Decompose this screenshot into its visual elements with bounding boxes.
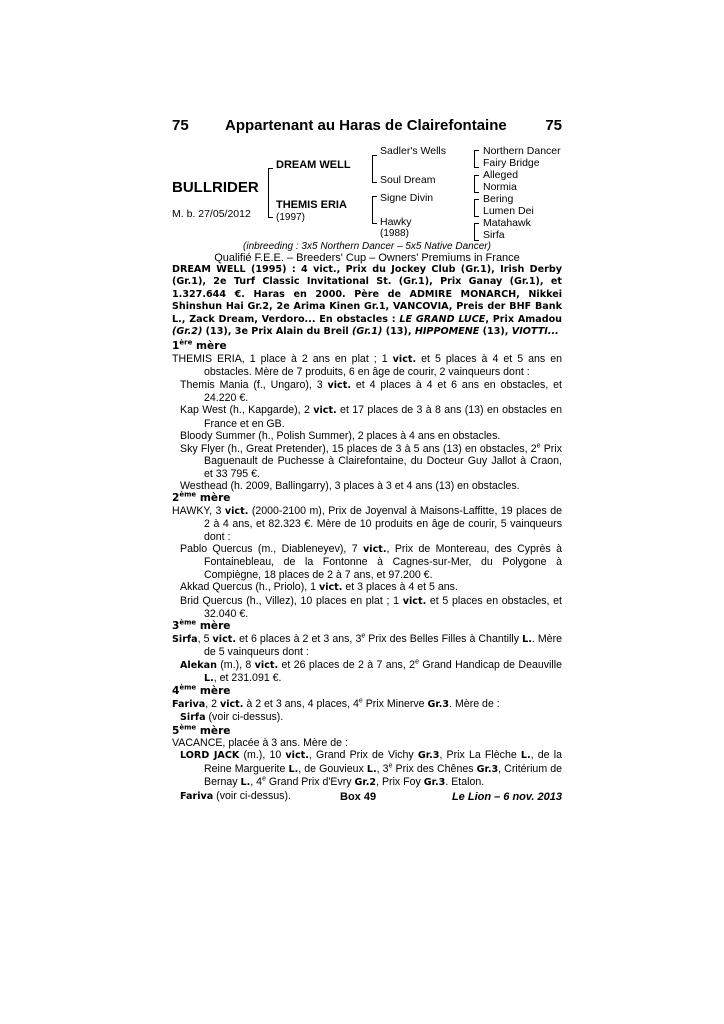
a: (voir ci-dessus). [205,711,284,724]
k: , Prix Foy [376,776,424,789]
produce-3 [172,595,562,621]
produce-1 [172,749,562,789]
v: vict. [212,633,237,645]
n: Fariva [172,698,206,710]
gg-3: Alleged [483,169,519,181]
L4: L. [240,777,251,789]
heading-first-dam [172,340,562,352]
produce-1 [172,379,562,405]
box-number: Box 49 [340,791,377,803]
first-dam-text [172,353,562,379]
h-label: mère [192,340,227,353]
c: Prix Minerve [362,697,428,710]
d: , de la Reine Marguerite [204,749,562,775]
L3: L. [366,763,377,775]
gg-5: Bering [483,193,514,205]
h-label: mère [196,685,231,698]
c: Grand Handicap de Deauville [418,658,562,671]
gg-4: Normia [483,181,517,193]
catalogue-body [172,264,562,803]
a: (voir ci-dessus). [213,789,291,802]
t: Pablo Quercus (m., Diableneyev), 7 [180,542,364,555]
vict: vict. [313,405,337,417]
vict: vict. [318,582,343,594]
b: , Grand Prix de Vichy [308,749,418,762]
gg-1: Northern Dancer [483,145,561,157]
G3: Gr.2 [354,777,377,789]
s: e [358,697,363,705]
sale-info: Le Lion – 6 nov. 2013 [451,791,562,803]
t: THEMIS ERIA, 1 place à 2 ans en plat ; 1 [172,352,393,365]
L2: L. [288,763,299,775]
i: , 4 [250,776,263,789]
dam-dam-year: (1988) [380,228,409,239]
t2: (2000-2100 m), Prix de Joyenval à Maisons-Laffitte, 19 places de 2 à 4 ans, et 82.323 €. Mère de 10 produits en âge de courir, 5 vainqueurs dont : [204,504,562,543]
v: vict. [254,659,279,671]
t: Akkad Quercus (h., Priolo), 1 [180,581,319,594]
h-num: 3 [172,620,180,633]
s1: e [388,762,393,770]
t: Themis Mania (f., Ungaro), 3 [180,378,328,391]
bracket-g2 [474,175,479,193]
c: , Prix La Flèche [439,749,521,762]
G: Gr.3 [427,698,450,710]
n: Sirfa [172,633,198,645]
j: Grand Prix d'Evry [265,776,355,789]
s: e [415,658,419,666]
produce-4 [172,443,562,480]
h-num: 4 [172,685,180,698]
gg-8: Sirfa [483,229,505,241]
sire-text-italic-5: VIOTTI... [511,326,559,338]
fifth-dam-text: VACANCE, placée à 3 ans. Mère de : [172,737,348,750]
page-number-left: 75 [172,117,189,134]
G4: Gr.3 [423,777,446,789]
sire-name: DREAM WELL [276,159,351,171]
sire-dam: Soul Dream [380,174,436,186]
h-label: mère [196,620,231,633]
gg-7: Matahawk [483,217,531,229]
sire-text: DREAM WELL (1995) : 4 vict., Prix du Jockey Club (Gr.1), Irish Derby (Gr.1), 2e Turf Classic Invitational St. (Gr.1), Prix Ganay (Gr.1), et 1.327.644 €. Haras en 2000. Père de ADMIRE MONARCH, Nikkei Shinshun Hai Gr.2, 2e Arima Kinen Gr.1, VANCOVIA, Preis der BHF Bank L., Zack Dream, Verdoro... En obstacles : [172,264,562,325]
d: , et 231.091 €. [213,672,282,684]
sire-sire: Sadler's Wells [380,145,446,157]
t2: et 3 places à 4 et 5 ans. [342,581,458,594]
h-label: mère [196,724,231,737]
G1: Gr.3 [417,750,440,762]
dam-name: THEMIS ERIA [276,199,347,211]
e: , de Gouvieux [298,762,367,775]
heading-fourth-dam [172,685,562,697]
produce-1 [172,711,562,724]
sire-text-2: , Prix Amadou [485,313,562,325]
third-dam-text [172,633,562,659]
h-num: 1 [172,340,180,353]
v: vict. [219,698,244,710]
dam-dam: Hawky [380,216,412,228]
inbreeding: (inbreeding : 3x5 Northern Dancer – 5x5 Native Dancer) [243,241,491,252]
h-sup: ème [179,490,197,499]
heading-fifth-dam [172,725,562,737]
L1: L. [520,750,531,762]
horse-name: BULLRIDER [172,179,259,196]
v: vict. [285,750,309,762]
h-label: mère [196,492,231,505]
sup: e [536,442,541,450]
c: Prix des Belles Filles à Chantilly [365,632,523,645]
dam-sire: Signe Divin [380,192,434,204]
b: et 26 places de 2 à 7 ans, 2 [278,658,416,671]
b: et 6 places à 2 et 3 ans, 3 [236,632,362,645]
sire-text-italic-2: (Gr.2) [172,326,203,338]
gg-2: Fairy Bridge [483,157,540,169]
n: Sirfa [180,712,206,724]
produce-1 [172,543,562,581]
d: . Mère de 5 vainqueurs dont : [204,632,562,659]
produce-2 [172,404,562,430]
a: , 5 [197,632,213,645]
sire-text-italic-3: (Gr.1) [352,326,383,338]
t: Brid Quercus (h., Villez), 10 places en plat ; 1 [180,594,403,607]
s2: e [262,775,266,783]
bracket-dam [372,196,377,224]
horse-birth: M. b. 27/05/2012 [172,208,251,220]
a: , 2 [205,697,220,710]
t2: et 17 places de 3 à 8 ans (13) en obstacles en France et en GB. [204,404,562,430]
t2: Prix Baguenault de Puchesse à Clairefontaine, du Docteur Guy Jallot à Craon, et 33 795 €. [204,442,562,480]
t: Kap West (h., Kapgarde), 2 [180,404,314,417]
t2: et 4 places à 4 et 6 ans en obstacles, et 24.220 €. [204,378,562,405]
a: (m.), 8 [216,658,255,671]
vict: vict. [363,543,387,555]
sire-text-italic-4: HIPPOMENE [414,326,480,338]
a: (m.), 10 [239,749,286,762]
qualification: Qualifié F.E.E. – Breeders' Cup – Owners' Premiums in France [214,252,520,264]
header-title: Appartenant au Haras de Clairefontaine [225,117,507,134]
g: Prix des Chênes [392,762,477,775]
h-sup: ème [179,723,197,732]
L: L. [522,633,532,645]
t2: et 5 places à 4 et 5 ans en obstacles. Mère de 7 produits, 6 en âge de courir, 2 vainqueurs dont : [204,352,562,379]
sire-text-4: (13), [382,326,415,338]
vict: vict. [402,595,427,607]
s: e [361,632,366,640]
heading-second-dam [172,492,562,504]
l: . Etalon. [445,776,485,789]
bracket-g3 [474,199,479,217]
h-num: 2 [172,492,180,505]
bracket-sire [372,155,377,183]
sire-text-italic-1: LE GRAND LUCE [399,313,486,325]
bracket-g1 [474,150,479,168]
h-num: 5 [172,724,180,737]
produce-2 [172,581,562,594]
gg-6: Lumen Dei [483,205,534,217]
t: HAWKY, 3 [172,504,225,517]
sire-text-5: (13), [479,326,512,338]
sire-text-3: (13), 3e Prix Alain du Breil [202,326,353,338]
vict: vict. [224,505,249,517]
dam-year: (1997) [276,212,305,223]
d: . Mère de : [449,697,500,710]
t2: , Prix de Montereau, des Cyprès à Fontainebleau, de la Fontonne à Cagnes-sur-Mer, du Polygone à Compiègne, 18 places de 2 à 7 ans, et 97.200 €. [204,542,562,581]
fourth-dam-text [172,698,562,711]
b: à 2 et 3 ans, 4 places, 4 [243,697,359,710]
bracket-g4 [474,223,479,241]
n: LORD JACK [180,750,240,762]
h-sup: ème [179,618,197,627]
t2: et 5 places en obstacles, et 32.040 €. [204,594,562,620]
h-sup: ère [179,338,193,347]
h-sup: ème [179,683,197,692]
t: Sky Flyer (h., Great Pretender), 15 places de 3 à 5 ans (13) en obstacles, 2 [180,442,537,455]
vict: vict. [327,379,351,391]
second-dam-text [172,505,562,543]
page-number-right: 75 [545,117,562,134]
produce-5: Westhead (h. 2009, Ballingarry), 3 places à 3 et 4 ans (13) en obstacles. [180,479,520,492]
n: Fariva [180,790,214,802]
heading-third-dam [172,620,562,632]
n: Alekan [180,659,217,671]
f: , 3 [376,762,389,775]
vict: vict. [392,353,417,365]
produce-1 [172,659,562,686]
bracket-gen1 [268,168,273,218]
G2: Gr.3 [476,763,499,775]
h: , Critérium de Bernay [204,762,562,789]
sire-paragraph [172,264,562,338]
L: L. [204,673,214,684]
produce-3: Bloody Summer (h., Polish Summer), 2 places à 4 ans en obstacles. [180,430,501,443]
